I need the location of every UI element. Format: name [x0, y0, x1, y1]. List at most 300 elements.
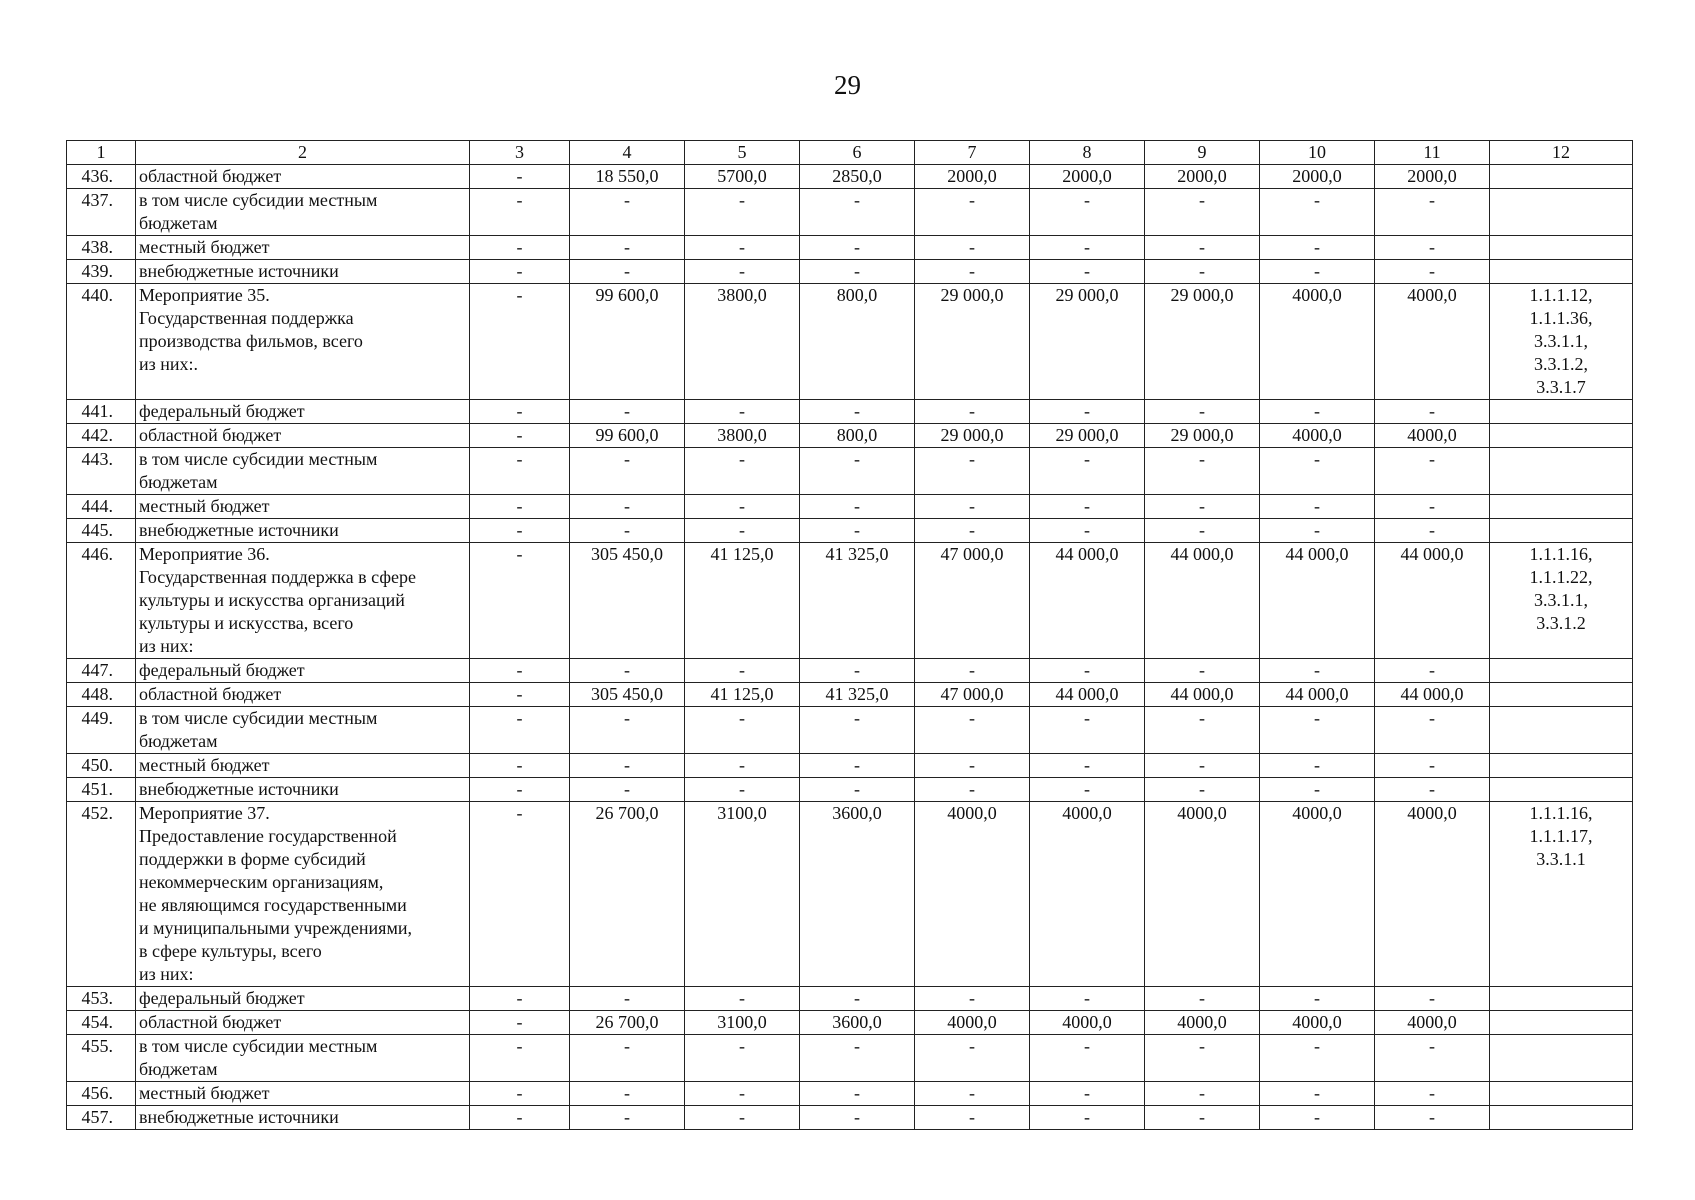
value-cell: -	[470, 683, 570, 707]
indicator-codes-cell	[1490, 424, 1633, 448]
value-cell: 41 325,0	[800, 683, 915, 707]
value-cell: 4000,0	[1375, 424, 1490, 448]
value-cell: 2000,0	[1260, 165, 1375, 189]
value-cell: -	[470, 778, 570, 802]
row-number-cell: 436.	[67, 165, 136, 189]
row-name-cell: местный бюджет	[136, 1082, 470, 1106]
column-number-header: 3	[470, 141, 570, 165]
value-cell: -	[1260, 754, 1375, 778]
value-cell: -	[800, 1082, 915, 1106]
indicator-codes-cell	[1490, 659, 1633, 683]
value-cell: -	[470, 543, 570, 659]
table-row	[67, 284, 1633, 400]
value-cell: -	[685, 754, 800, 778]
value-cell: -	[915, 189, 1030, 236]
value-cell: -	[1260, 236, 1375, 260]
value-cell: -	[685, 707, 800, 754]
value-cell: 29 000,0	[1030, 424, 1145, 448]
value-cell: -	[915, 519, 1030, 543]
value-cell: 3100,0	[685, 802, 800, 987]
value-cell: -	[1145, 659, 1260, 683]
value-cell: -	[1030, 400, 1145, 424]
value-cell: 29 000,0	[1145, 424, 1260, 448]
column-number-header: 1	[67, 141, 136, 165]
value-cell: -	[685, 189, 800, 236]
value-cell: 47 000,0	[915, 683, 1030, 707]
row-number-cell: 439.	[67, 260, 136, 284]
value-cell: -	[1375, 519, 1490, 543]
value-cell: -	[915, 707, 1030, 754]
row-name-cell: Мероприятие 36. Государственная поддержка в сфере культуры и искусства организаций культуры и искусства, всего из них:	[136, 543, 470, 659]
table-row	[67, 543, 1633, 659]
value-cell: -	[470, 754, 570, 778]
value-cell: -	[1145, 1082, 1260, 1106]
value-cell: -	[570, 659, 685, 683]
value-cell: -	[915, 1035, 1030, 1082]
row-name-cell: внебюджетные источники	[136, 260, 470, 284]
value-cell: -	[685, 987, 800, 1011]
value-cell: 44 000,0	[1260, 543, 1375, 659]
value-cell: -	[685, 236, 800, 260]
row-number-cell: 442.	[67, 424, 136, 448]
row-number-cell: 446.	[67, 543, 136, 659]
value-cell: -	[915, 754, 1030, 778]
value-cell: 4000,0	[1030, 1011, 1145, 1035]
table-row	[67, 260, 1633, 284]
row-name-cell: областной бюджет	[136, 165, 470, 189]
column-number-header: 2	[136, 141, 470, 165]
column-number-header: 12	[1490, 141, 1633, 165]
value-cell: -	[800, 519, 915, 543]
column-number-header-row	[67, 141, 1633, 165]
row-name-cell: федеральный бюджет	[136, 987, 470, 1011]
value-cell: 29 000,0	[1030, 284, 1145, 400]
indicator-codes-cell	[1490, 1011, 1633, 1035]
value-cell: -	[1375, 400, 1490, 424]
value-cell: -	[1145, 260, 1260, 284]
row-name-cell: в том числе субсидии местным бюджетам	[136, 448, 470, 495]
table-row	[67, 778, 1633, 802]
row-number-cell: 437.	[67, 189, 136, 236]
page-number: 29	[834, 70, 861, 100]
value-cell: -	[570, 1082, 685, 1106]
value-cell: -	[470, 707, 570, 754]
value-cell: -	[1375, 260, 1490, 284]
value-cell: -	[915, 1082, 1030, 1106]
value-cell: -	[915, 236, 1030, 260]
row-number-cell: 447.	[67, 659, 136, 683]
row-name-cell: Мероприятие 37. Предоставление государственной поддержки в форме субсидий некоммерческим организациям, не являющимся государственными и муниципальными учреждениями, в сфере культуры, всего из них:	[136, 802, 470, 987]
value-cell: 41 125,0	[685, 683, 800, 707]
row-number-cell: 454.	[67, 1011, 136, 1035]
value-cell: 29 000,0	[915, 424, 1030, 448]
column-number-header: 6	[800, 141, 915, 165]
row-number-cell: 457.	[67, 1106, 136, 1130]
indicator-codes-cell	[1490, 236, 1633, 260]
indicator-codes-cell	[1490, 189, 1633, 236]
row-number-cell: 440.	[67, 284, 136, 400]
value-cell: 44 000,0	[1145, 543, 1260, 659]
value-cell: -	[1145, 1035, 1260, 1082]
value-cell: 4000,0	[1145, 802, 1260, 987]
value-cell: -	[1375, 987, 1490, 1011]
value-cell: -	[570, 495, 685, 519]
value-cell: -	[570, 1035, 685, 1082]
value-cell: -	[1260, 189, 1375, 236]
value-cell: 44 000,0	[1375, 683, 1490, 707]
value-cell: 99 600,0	[570, 424, 685, 448]
value-cell: 4000,0	[915, 1011, 1030, 1035]
row-name-cell: местный бюджет	[136, 754, 470, 778]
row-name-cell: местный бюджет	[136, 495, 470, 519]
value-cell: -	[1030, 495, 1145, 519]
value-cell: -	[1375, 236, 1490, 260]
value-cell: -	[800, 707, 915, 754]
row-name-cell: внебюджетные источники	[136, 519, 470, 543]
value-cell: -	[1030, 189, 1145, 236]
indicator-codes-cell	[1490, 1035, 1633, 1082]
value-cell: -	[1375, 1035, 1490, 1082]
indicator-codes-cell	[1490, 519, 1633, 543]
value-cell: -	[915, 495, 1030, 519]
value-cell: -	[800, 1106, 915, 1130]
value-cell: -	[1145, 400, 1260, 424]
value-cell: -	[1030, 236, 1145, 260]
value-cell: 47 000,0	[915, 543, 1030, 659]
value-cell: -	[570, 236, 685, 260]
value-cell: 44 000,0	[1145, 683, 1260, 707]
value-cell: -	[1260, 1035, 1375, 1082]
value-cell: -	[685, 448, 800, 495]
table-row	[67, 1011, 1633, 1035]
column-number-header: 9	[1145, 141, 1260, 165]
value-cell: -	[685, 400, 800, 424]
value-cell: -	[800, 987, 915, 1011]
table-row	[67, 495, 1633, 519]
value-cell: -	[685, 1082, 800, 1106]
value-cell: -	[800, 189, 915, 236]
value-cell: -	[800, 659, 915, 683]
indicator-codes-cell	[1490, 495, 1633, 519]
value-cell: 3100,0	[685, 1011, 800, 1035]
value-cell: -	[800, 236, 915, 260]
value-cell: -	[470, 1035, 570, 1082]
value-cell: 29 000,0	[915, 284, 1030, 400]
row-number-cell: 453.	[67, 987, 136, 1011]
value-cell: -	[570, 754, 685, 778]
row-name-cell: областной бюджет	[136, 424, 470, 448]
value-cell: 3800,0	[685, 284, 800, 400]
value-cell: -	[1030, 1082, 1145, 1106]
table-body	[67, 141, 1633, 1130]
value-cell: 2000,0	[1030, 165, 1145, 189]
table-row	[67, 519, 1633, 543]
value-cell: -	[1375, 778, 1490, 802]
column-number-header: 7	[915, 141, 1030, 165]
row-name-cell: Мероприятие 35. Государственная поддержка производства фильмов, всего из них:.	[136, 284, 470, 400]
value-cell: -	[1030, 778, 1145, 802]
value-cell: -	[470, 659, 570, 683]
table-row	[67, 1106, 1633, 1130]
row-name-cell: федеральный бюджет	[136, 659, 470, 683]
value-cell: 305 450,0	[570, 543, 685, 659]
table-row	[67, 236, 1633, 260]
value-cell: -	[1030, 707, 1145, 754]
value-cell: -	[915, 260, 1030, 284]
table-row	[67, 683, 1633, 707]
value-cell: -	[470, 165, 570, 189]
column-number-header: 10	[1260, 141, 1375, 165]
value-cell: -	[570, 189, 685, 236]
indicator-codes-cell: 1.1.1.16, 1.1.1.17, 3.3.1.1	[1490, 802, 1633, 987]
value-cell: -	[1375, 189, 1490, 236]
indicator-codes-cell	[1490, 400, 1633, 424]
value-cell: -	[1145, 495, 1260, 519]
row-name-cell: внебюджетные источники	[136, 1106, 470, 1130]
value-cell: -	[685, 778, 800, 802]
row-number-cell: 445.	[67, 519, 136, 543]
value-cell: -	[1375, 495, 1490, 519]
row-number-cell: 444.	[67, 495, 136, 519]
value-cell: 4000,0	[1260, 284, 1375, 400]
row-name-cell: в том числе субсидии местным бюджетам	[136, 1035, 470, 1082]
value-cell: 5700,0	[685, 165, 800, 189]
value-cell: 44 000,0	[1030, 683, 1145, 707]
value-cell: -	[800, 778, 915, 802]
value-cell: -	[1145, 236, 1260, 260]
value-cell: 3600,0	[800, 1011, 915, 1035]
value-cell: 41 325,0	[800, 543, 915, 659]
value-cell: 3600,0	[800, 802, 915, 987]
value-cell: -	[1260, 260, 1375, 284]
indicator-codes-cell	[1490, 448, 1633, 495]
value-cell: -	[470, 987, 570, 1011]
table-row	[67, 987, 1633, 1011]
value-cell: -	[470, 1082, 570, 1106]
value-cell: -	[470, 802, 570, 987]
value-cell: -	[1030, 519, 1145, 543]
value-cell: -	[570, 519, 685, 543]
value-cell: -	[915, 400, 1030, 424]
value-cell: -	[800, 448, 915, 495]
table-row	[67, 189, 1633, 236]
table-row	[67, 1035, 1633, 1082]
value-cell: -	[800, 495, 915, 519]
value-cell: -	[1145, 1106, 1260, 1130]
row-number-cell: 451.	[67, 778, 136, 802]
value-cell: -	[1145, 754, 1260, 778]
value-cell: -	[1375, 1082, 1490, 1106]
value-cell: -	[685, 1106, 800, 1130]
value-cell: -	[1145, 778, 1260, 802]
value-cell: 2850,0	[800, 165, 915, 189]
value-cell: 26 700,0	[570, 802, 685, 987]
value-cell: -	[1145, 189, 1260, 236]
indicator-codes-cell	[1490, 707, 1633, 754]
row-number-cell: 450.	[67, 754, 136, 778]
value-cell: -	[1260, 778, 1375, 802]
value-cell: -	[470, 284, 570, 400]
value-cell: 44 000,0	[1260, 683, 1375, 707]
value-cell: 99 600,0	[570, 284, 685, 400]
value-cell: -	[1260, 1082, 1375, 1106]
value-cell: 18 550,0	[570, 165, 685, 189]
row-name-cell: в том числе субсидии местным бюджетам	[136, 707, 470, 754]
value-cell: 4000,0	[1260, 424, 1375, 448]
table-row	[67, 1082, 1633, 1106]
value-cell: -	[915, 1106, 1030, 1130]
value-cell: -	[685, 659, 800, 683]
value-cell: -	[470, 424, 570, 448]
value-cell: 4000,0	[1260, 802, 1375, 987]
value-cell: -	[1030, 659, 1145, 683]
value-cell: -	[1260, 987, 1375, 1011]
value-cell: -	[1375, 659, 1490, 683]
value-cell: -	[1030, 987, 1145, 1011]
column-number-header: 8	[1030, 141, 1145, 165]
value-cell: 2000,0	[915, 165, 1030, 189]
value-cell: -	[685, 495, 800, 519]
value-cell: -	[800, 400, 915, 424]
column-number-header: 4	[570, 141, 685, 165]
table-row	[67, 659, 1633, 683]
value-cell: -	[1260, 1106, 1375, 1130]
indicator-codes-cell: 1.1.1.12, 1.1.1.36, 3.3.1.1, 3.3.1.2, 3.3.1.7	[1490, 284, 1633, 400]
value-cell: 4000,0	[915, 802, 1030, 987]
value-cell: 26 700,0	[570, 1011, 685, 1035]
indicator-codes-cell	[1490, 165, 1633, 189]
row-number-cell: 441.	[67, 400, 136, 424]
value-cell: 4000,0	[1260, 1011, 1375, 1035]
value-cell: -	[1030, 1035, 1145, 1082]
value-cell: -	[1375, 1106, 1490, 1130]
value-cell: -	[1145, 707, 1260, 754]
value-cell: -	[470, 1106, 570, 1130]
value-cell: -	[1145, 448, 1260, 495]
value-cell: -	[685, 1035, 800, 1082]
value-cell: -	[800, 260, 915, 284]
table-row	[67, 165, 1633, 189]
row-name-cell: федеральный бюджет	[136, 400, 470, 424]
table-row	[67, 754, 1633, 778]
value-cell: 44 000,0	[1375, 543, 1490, 659]
value-cell: -	[1260, 495, 1375, 519]
value-cell: -	[800, 754, 915, 778]
value-cell: -	[470, 189, 570, 236]
value-cell: 44 000,0	[1030, 543, 1145, 659]
value-cell: -	[800, 1035, 915, 1082]
value-cell: 29 000,0	[1145, 284, 1260, 400]
value-cell: -	[1030, 448, 1145, 495]
indicator-codes-cell	[1490, 987, 1633, 1011]
row-name-cell: областной бюджет	[136, 683, 470, 707]
value-cell: -	[1145, 519, 1260, 543]
value-cell: -	[1030, 260, 1145, 284]
value-cell: -	[915, 659, 1030, 683]
row-name-cell: в том числе субсидии местным бюджетам	[136, 189, 470, 236]
value-cell: -	[915, 987, 1030, 1011]
value-cell: -	[570, 448, 685, 495]
value-cell: -	[470, 400, 570, 424]
value-cell: -	[470, 448, 570, 495]
value-cell: 4000,0	[1375, 1011, 1490, 1035]
value-cell: 800,0	[800, 284, 915, 400]
indicator-codes-cell	[1490, 683, 1633, 707]
value-cell: 800,0	[800, 424, 915, 448]
value-cell: 3800,0	[685, 424, 800, 448]
value-cell: -	[570, 987, 685, 1011]
value-cell: -	[470, 236, 570, 260]
row-number-cell: 449.	[67, 707, 136, 754]
budget-table	[66, 140, 1633, 1130]
value-cell: 2000,0	[1375, 165, 1490, 189]
value-cell: -	[570, 400, 685, 424]
indicator-codes-cell	[1490, 260, 1633, 284]
value-cell: -	[915, 448, 1030, 495]
value-cell: -	[1375, 707, 1490, 754]
column-number-header: 5	[685, 141, 800, 165]
row-number-cell: 452.	[67, 802, 136, 987]
indicator-codes-cell	[1490, 1106, 1633, 1130]
value-cell: -	[570, 707, 685, 754]
column-number-header: 11	[1375, 141, 1490, 165]
table-row	[67, 400, 1633, 424]
value-cell: -	[685, 519, 800, 543]
value-cell: 2000,0	[1145, 165, 1260, 189]
row-number-cell: 443.	[67, 448, 136, 495]
row-name-cell: местный бюджет	[136, 236, 470, 260]
table-row	[67, 802, 1633, 987]
value-cell: -	[915, 778, 1030, 802]
indicator-codes-cell	[1490, 778, 1633, 802]
table-row	[67, 448, 1633, 495]
value-cell: 305 450,0	[570, 683, 685, 707]
value-cell: -	[470, 260, 570, 284]
value-cell: -	[570, 778, 685, 802]
value-cell: -	[1260, 659, 1375, 683]
row-number-cell: 456.	[67, 1082, 136, 1106]
indicator-codes-cell: 1.1.1.16, 1.1.1.22, 3.3.1.1, 3.3.1.2	[1490, 543, 1633, 659]
value-cell: 41 125,0	[685, 543, 800, 659]
value-cell: 4000,0	[1145, 1011, 1260, 1035]
value-cell: -	[570, 260, 685, 284]
value-cell: -	[1260, 448, 1375, 495]
value-cell: 4000,0	[1375, 802, 1490, 987]
row-name-cell: областной бюджет	[136, 1011, 470, 1035]
value-cell: -	[1375, 754, 1490, 778]
row-number-cell: 455.	[67, 1035, 136, 1082]
value-cell: -	[1030, 1106, 1145, 1130]
row-number-cell: 438.	[67, 236, 136, 260]
value-cell: -	[1375, 448, 1490, 495]
value-cell: -	[1260, 519, 1375, 543]
value-cell: -	[1260, 707, 1375, 754]
indicator-codes-cell	[1490, 1082, 1633, 1106]
value-cell: -	[1145, 987, 1260, 1011]
value-cell: -	[470, 519, 570, 543]
row-name-cell: внебюджетные источники	[136, 778, 470, 802]
value-cell: -	[570, 1106, 685, 1130]
value-cell: 4000,0	[1030, 802, 1145, 987]
value-cell: -	[470, 495, 570, 519]
table-row	[67, 707, 1633, 754]
value-cell: 4000,0	[1375, 284, 1490, 400]
value-cell: -	[1030, 754, 1145, 778]
row-number-cell: 448.	[67, 683, 136, 707]
value-cell: -	[685, 260, 800, 284]
table-row	[67, 424, 1633, 448]
indicator-codes-cell	[1490, 754, 1633, 778]
